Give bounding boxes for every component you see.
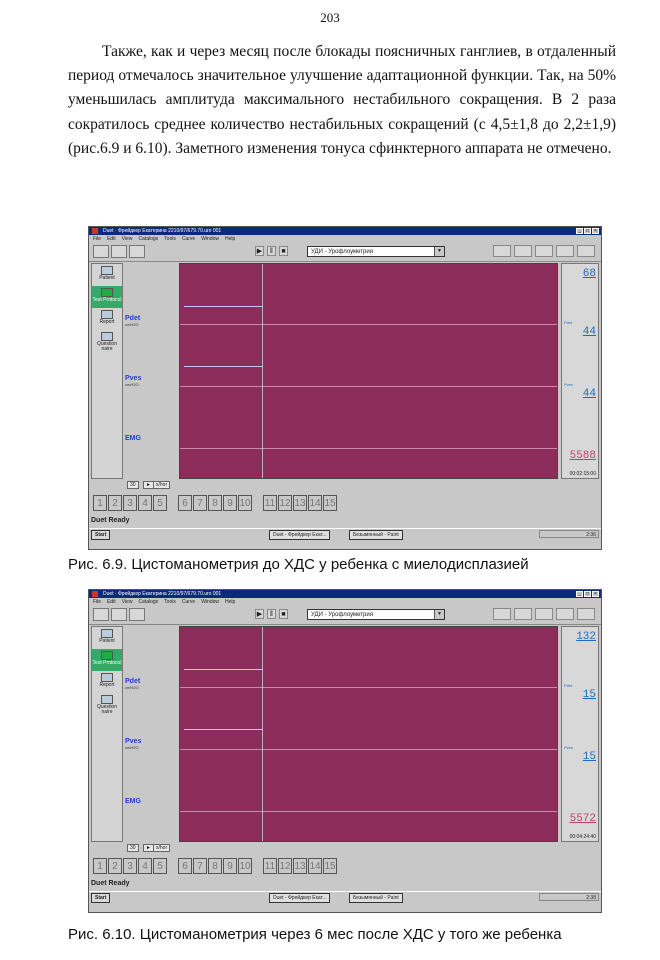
channel-baseline xyxy=(180,687,557,688)
figure-screenshot-1 xyxy=(88,226,602,550)
test-protocol-label: Test Protocol xyxy=(92,297,122,303)
channel-pdet[interactable] xyxy=(125,678,140,690)
pause-button[interactable]: ‖ xyxy=(267,609,276,619)
channel-baseline xyxy=(180,811,557,812)
menu-tools[interactable]: Tools xyxy=(164,599,176,605)
status-text: Duet Ready xyxy=(91,880,130,887)
event-button-12[interactable]: 12 xyxy=(278,858,292,874)
test-protocol-label: Test Protocol xyxy=(92,660,122,666)
channel-pdet-name: Pdet xyxy=(125,678,141,685)
play-button[interactable]: ▶ xyxy=(256,248,263,255)
taskbar-duet[interactable]: Duet - Фрейдкер Екат... xyxy=(269,530,330,540)
tape-icon[interactable] xyxy=(514,245,532,257)
window-title: Duet · Фрейдкер Екатерина 2210/97/679.70.uro 001 xyxy=(103,228,222,234)
system-tray xyxy=(539,893,599,901)
channel-emg[interactable] xyxy=(125,435,141,442)
menu-view[interactable]: View xyxy=(121,236,133,242)
speed-unit: s/hor xyxy=(153,481,170,489)
taskbar xyxy=(89,528,601,540)
menu-curve[interactable]: Curve xyxy=(181,599,196,605)
play-button[interactable]: ▶ xyxy=(256,611,263,618)
event-button-14[interactable]: 14 xyxy=(308,858,322,874)
app-icon xyxy=(92,591,98,597)
event-button-1[interactable]: 1 xyxy=(93,858,107,874)
menu-edit[interactable]: Edit xyxy=(107,236,116,242)
channel-pdet-unit: cmH2O xyxy=(125,322,139,327)
patient-label: Patient xyxy=(99,275,115,281)
pves-trace xyxy=(184,729,262,730)
menu-edit[interactable]: Edit xyxy=(107,599,116,605)
figure-caption-1: Рис. 6.9. Цистоманометрия до ХДС у ребенка с миелодисплазией xyxy=(68,556,529,573)
stop-button[interactable]: ■ xyxy=(279,609,288,619)
readout-emg: 5588 xyxy=(569,450,596,462)
protocol-icon xyxy=(101,651,113,660)
event-button-10[interactable]: 10 xyxy=(238,495,252,511)
system-tray xyxy=(539,530,599,538)
menu-bar xyxy=(89,235,601,243)
event-button-5[interactable]: 5 xyxy=(153,495,167,511)
protocol-select-value: УДИ - Урофлоуметрия xyxy=(311,249,373,255)
event-button-14[interactable]: 14 xyxy=(308,495,322,511)
event-button-2[interactable]: 2 xyxy=(108,495,122,511)
menu-tools[interactable]: Tools xyxy=(164,236,176,242)
chart-icon[interactable] xyxy=(535,245,553,257)
readout-pdet: 44 xyxy=(582,326,596,338)
start-button[interactable]: Start xyxy=(91,530,110,540)
readout-pdet-label: Pdet xyxy=(564,320,573,325)
tools-icon[interactable] xyxy=(111,245,127,258)
body-paragraph: Также, как и через месяц после блокады поясничных ганглиев, в отдаленный период отмечалось значительное улучшение адаптационной функции. Так, на 50% уменьшилась амплитуда максимального нестабильного сокращения. В 2 раза сократилось среднее количество нестабильных сокращений (с 4,5±1,8 до 2,2±1,9) (рис.6.9 и 6.10). Заметного изменения тонуса сфинктерного аппарата не отмечено. xyxy=(68,43,616,157)
pump-icon[interactable] xyxy=(577,245,595,257)
channel-baseline xyxy=(180,324,557,325)
minimize-button[interactable]: _ xyxy=(576,228,583,234)
close-button[interactable]: × xyxy=(592,591,599,597)
event-button-1[interactable]: 1 xyxy=(93,495,107,511)
window-titlebar xyxy=(89,590,601,598)
pause-button[interactable]: ‖ xyxy=(267,246,276,256)
menu-file[interactable]: File xyxy=(93,236,102,242)
event-button-6[interactable]: 6 xyxy=(178,495,192,511)
pdet-trace xyxy=(184,669,262,670)
chevron-down-icon[interactable]: ▼ xyxy=(434,610,444,619)
menu-file[interactable]: File xyxy=(93,599,102,605)
event-button-15[interactable]: 15 xyxy=(323,495,337,511)
toolbar xyxy=(89,243,601,262)
minimize-button[interactable]: _ xyxy=(576,591,583,597)
figure-screenshot-2 xyxy=(88,589,602,913)
event-button-12[interactable]: 12 xyxy=(278,495,292,511)
protocol-select-value: УДИ - Урофлоуметрия xyxy=(311,612,373,618)
menu-help[interactable]: Help xyxy=(225,599,236,605)
event-button-13[interactable]: 13 xyxy=(293,858,307,874)
event-button-10[interactable]: 10 xyxy=(238,858,252,874)
channel-baseline xyxy=(180,386,557,387)
menu-view[interactable]: View xyxy=(121,599,133,605)
readout-panel xyxy=(561,263,599,479)
event-button-9[interactable]: 9 xyxy=(223,858,237,874)
questionnaire-button[interactable] xyxy=(92,693,122,715)
speed-bar xyxy=(123,480,557,490)
readout-top: 132 xyxy=(576,631,596,643)
patient-button[interactable] xyxy=(92,264,122,286)
taskbar-paint[interactable]: Безымянный - Paint xyxy=(349,530,403,540)
readout-top: 68 xyxy=(582,268,596,280)
readout-pves: 44 xyxy=(582,388,596,400)
readout-pves-label: Pves xyxy=(564,745,573,750)
event-button-11[interactable]: 11 xyxy=(263,858,277,874)
taskbar xyxy=(89,891,601,903)
taskbar-paint[interactable]: Безымянный - Paint xyxy=(349,893,403,903)
page-number: 203 xyxy=(320,10,340,25)
tape-icon[interactable] xyxy=(514,608,532,620)
speed-arrow-icon[interactable]: ► xyxy=(143,481,154,489)
questionnaire-label: Question naire xyxy=(96,341,117,352)
channel-baseline xyxy=(180,448,557,449)
signal-plot[interactable] xyxy=(179,263,558,479)
chevron-down-icon[interactable]: ▼ xyxy=(434,247,444,256)
tray-clock: 2:38 xyxy=(586,895,596,901)
readout-pves: 15 xyxy=(582,751,596,763)
patient-icon xyxy=(101,266,113,275)
event-button-3[interactable]: 3 xyxy=(123,495,137,511)
marker-line xyxy=(262,627,263,841)
channel-emg-name: EMG xyxy=(125,435,141,442)
event-button-8[interactable]: 8 xyxy=(208,858,222,874)
pump-icon[interactable] xyxy=(577,608,595,620)
chart-icon[interactable] xyxy=(535,608,553,620)
speed-value[interactable]: 30 xyxy=(127,481,139,489)
report-label: Report xyxy=(99,682,115,688)
window-titlebar xyxy=(89,227,601,235)
protocol-icon xyxy=(101,288,113,297)
event-buttons xyxy=(93,495,338,515)
questionnaire-icon xyxy=(101,695,113,704)
menu-catalogs[interactable]: Catalogs xyxy=(138,236,159,242)
report-button[interactable] xyxy=(92,671,122,693)
tray-clock: 2:36 xyxy=(586,532,596,538)
event-button-15[interactable]: 15 xyxy=(323,858,337,874)
printer-icon[interactable] xyxy=(556,608,574,620)
menu-catalogs[interactable]: Catalogs xyxy=(138,599,159,605)
signal-plot[interactable] xyxy=(179,626,558,842)
report-icon xyxy=(101,673,113,682)
channel-baseline xyxy=(180,749,557,750)
new-document-icon[interactable] xyxy=(93,245,109,258)
menu-curve[interactable]: Curve xyxy=(181,236,196,242)
speed-unit: s/hor xyxy=(153,844,170,852)
event-button-8[interactable]: 8 xyxy=(208,495,222,511)
stop-button[interactable]: ■ xyxy=(279,246,288,256)
insert-icon[interactable] xyxy=(129,608,145,621)
event-button-2[interactable]: 2 xyxy=(108,858,122,874)
readout-pves-label: Pves xyxy=(564,382,573,387)
maximize-button[interactable]: □ xyxy=(585,228,590,234)
menu-help[interactable]: Help xyxy=(225,236,236,242)
channel-pdet-name: Pdet xyxy=(125,315,141,322)
maximize-button[interactable]: □ xyxy=(585,591,590,597)
taskbar-duet[interactable]: Duet - Фрейдкер Екат... xyxy=(269,893,330,903)
protocol-select[interactable] xyxy=(307,246,445,257)
patient-label: Patient xyxy=(99,638,115,644)
insert-icon[interactable] xyxy=(129,245,145,258)
app-icon xyxy=(92,228,98,234)
marker-line xyxy=(262,264,263,478)
event-button-7[interactable]: 7 xyxy=(193,858,207,874)
left-panel xyxy=(91,626,123,842)
readout-pdet: 15 xyxy=(582,689,596,701)
speed-bar xyxy=(123,843,557,853)
figure-caption-2: Рис. 6.10. Цистоманометрия через 6 мес после ХДС у того же ребенка xyxy=(68,926,562,943)
menu-window[interactable]: Window xyxy=(201,236,219,242)
channel-emg-name: EMG xyxy=(125,798,141,805)
curve-icon[interactable] xyxy=(493,608,511,620)
channel-pdet[interactable] xyxy=(125,315,140,327)
report-button[interactable] xyxy=(92,308,122,330)
readout-panel xyxy=(561,626,599,842)
test-protocol-button[interactable] xyxy=(92,649,122,671)
channel-pves-unit: cmH2O xyxy=(125,382,139,387)
speed-arrow-icon[interactable]: ► xyxy=(143,844,154,852)
start-button[interactable]: Start xyxy=(91,893,110,903)
curve-icon[interactable] xyxy=(493,245,511,257)
button-group-gap xyxy=(253,495,263,515)
event-button-11[interactable]: 11 xyxy=(263,495,277,511)
window-title: Duet · Фрейдкер Екатерина 2210/97/679.70.uro 001 xyxy=(103,591,222,597)
channel-pves-name: Pves xyxy=(125,738,142,745)
event-button-5[interactable]: 5 xyxy=(153,858,167,874)
channel-pves[interactable] xyxy=(125,375,141,387)
event-button-9[interactable]: 9 xyxy=(223,495,237,511)
elapsed-time: 00:04:24:40 xyxy=(569,834,596,840)
event-button-4[interactable]: 4 xyxy=(138,495,152,511)
event-button-13[interactable]: 13 xyxy=(293,495,307,511)
tools-icon[interactable] xyxy=(111,608,127,621)
channel-pves[interactable] xyxy=(125,738,141,750)
channel-pdet-unit: cmH2O xyxy=(125,685,139,690)
event-button-7[interactable]: 7 xyxy=(193,495,207,511)
patient-icon xyxy=(101,629,113,638)
button-group-gap xyxy=(253,858,263,878)
report-label: Report xyxy=(99,319,115,325)
event-button-3[interactable]: 3 xyxy=(123,858,137,874)
pves-trace xyxy=(184,366,262,367)
speed-value[interactable]: 30 xyxy=(127,844,139,852)
pdet-trace xyxy=(184,306,262,307)
printer-icon[interactable] xyxy=(556,245,574,257)
left-panel xyxy=(91,263,123,479)
event-button-4[interactable]: 4 xyxy=(138,858,152,874)
menu-bar xyxy=(89,598,601,606)
readout-emg: 5572 xyxy=(569,813,596,825)
test-protocol-button[interactable] xyxy=(92,286,122,308)
event-buttons xyxy=(93,858,338,878)
channel-emg[interactable] xyxy=(125,798,141,805)
event-button-6[interactable]: 6 xyxy=(178,858,192,874)
new-document-icon[interactable] xyxy=(93,608,109,621)
questionnaire-icon xyxy=(101,332,113,341)
button-group-gap xyxy=(168,495,178,515)
channel-labels xyxy=(123,626,175,842)
report-icon xyxy=(101,310,113,319)
channel-labels xyxy=(123,263,175,479)
button-group-gap xyxy=(168,858,178,878)
questionnaire-label: Question naire xyxy=(96,704,117,715)
questionnaire-button[interactable] xyxy=(92,330,122,352)
protocol-select[interactable] xyxy=(307,609,445,620)
status-text: Duet Ready xyxy=(91,517,130,524)
close-button[interactable]: × xyxy=(592,228,599,234)
channel-pves-name: Pves xyxy=(125,375,142,382)
menu-window[interactable]: Window xyxy=(201,599,219,605)
channel-pves-unit: cmH2O xyxy=(125,745,139,750)
patient-button[interactable] xyxy=(92,627,122,649)
readout-pdet-label: Pdet xyxy=(564,683,573,688)
elapsed-time: 00:02:15:00 xyxy=(569,471,596,477)
toolbar xyxy=(89,606,601,625)
